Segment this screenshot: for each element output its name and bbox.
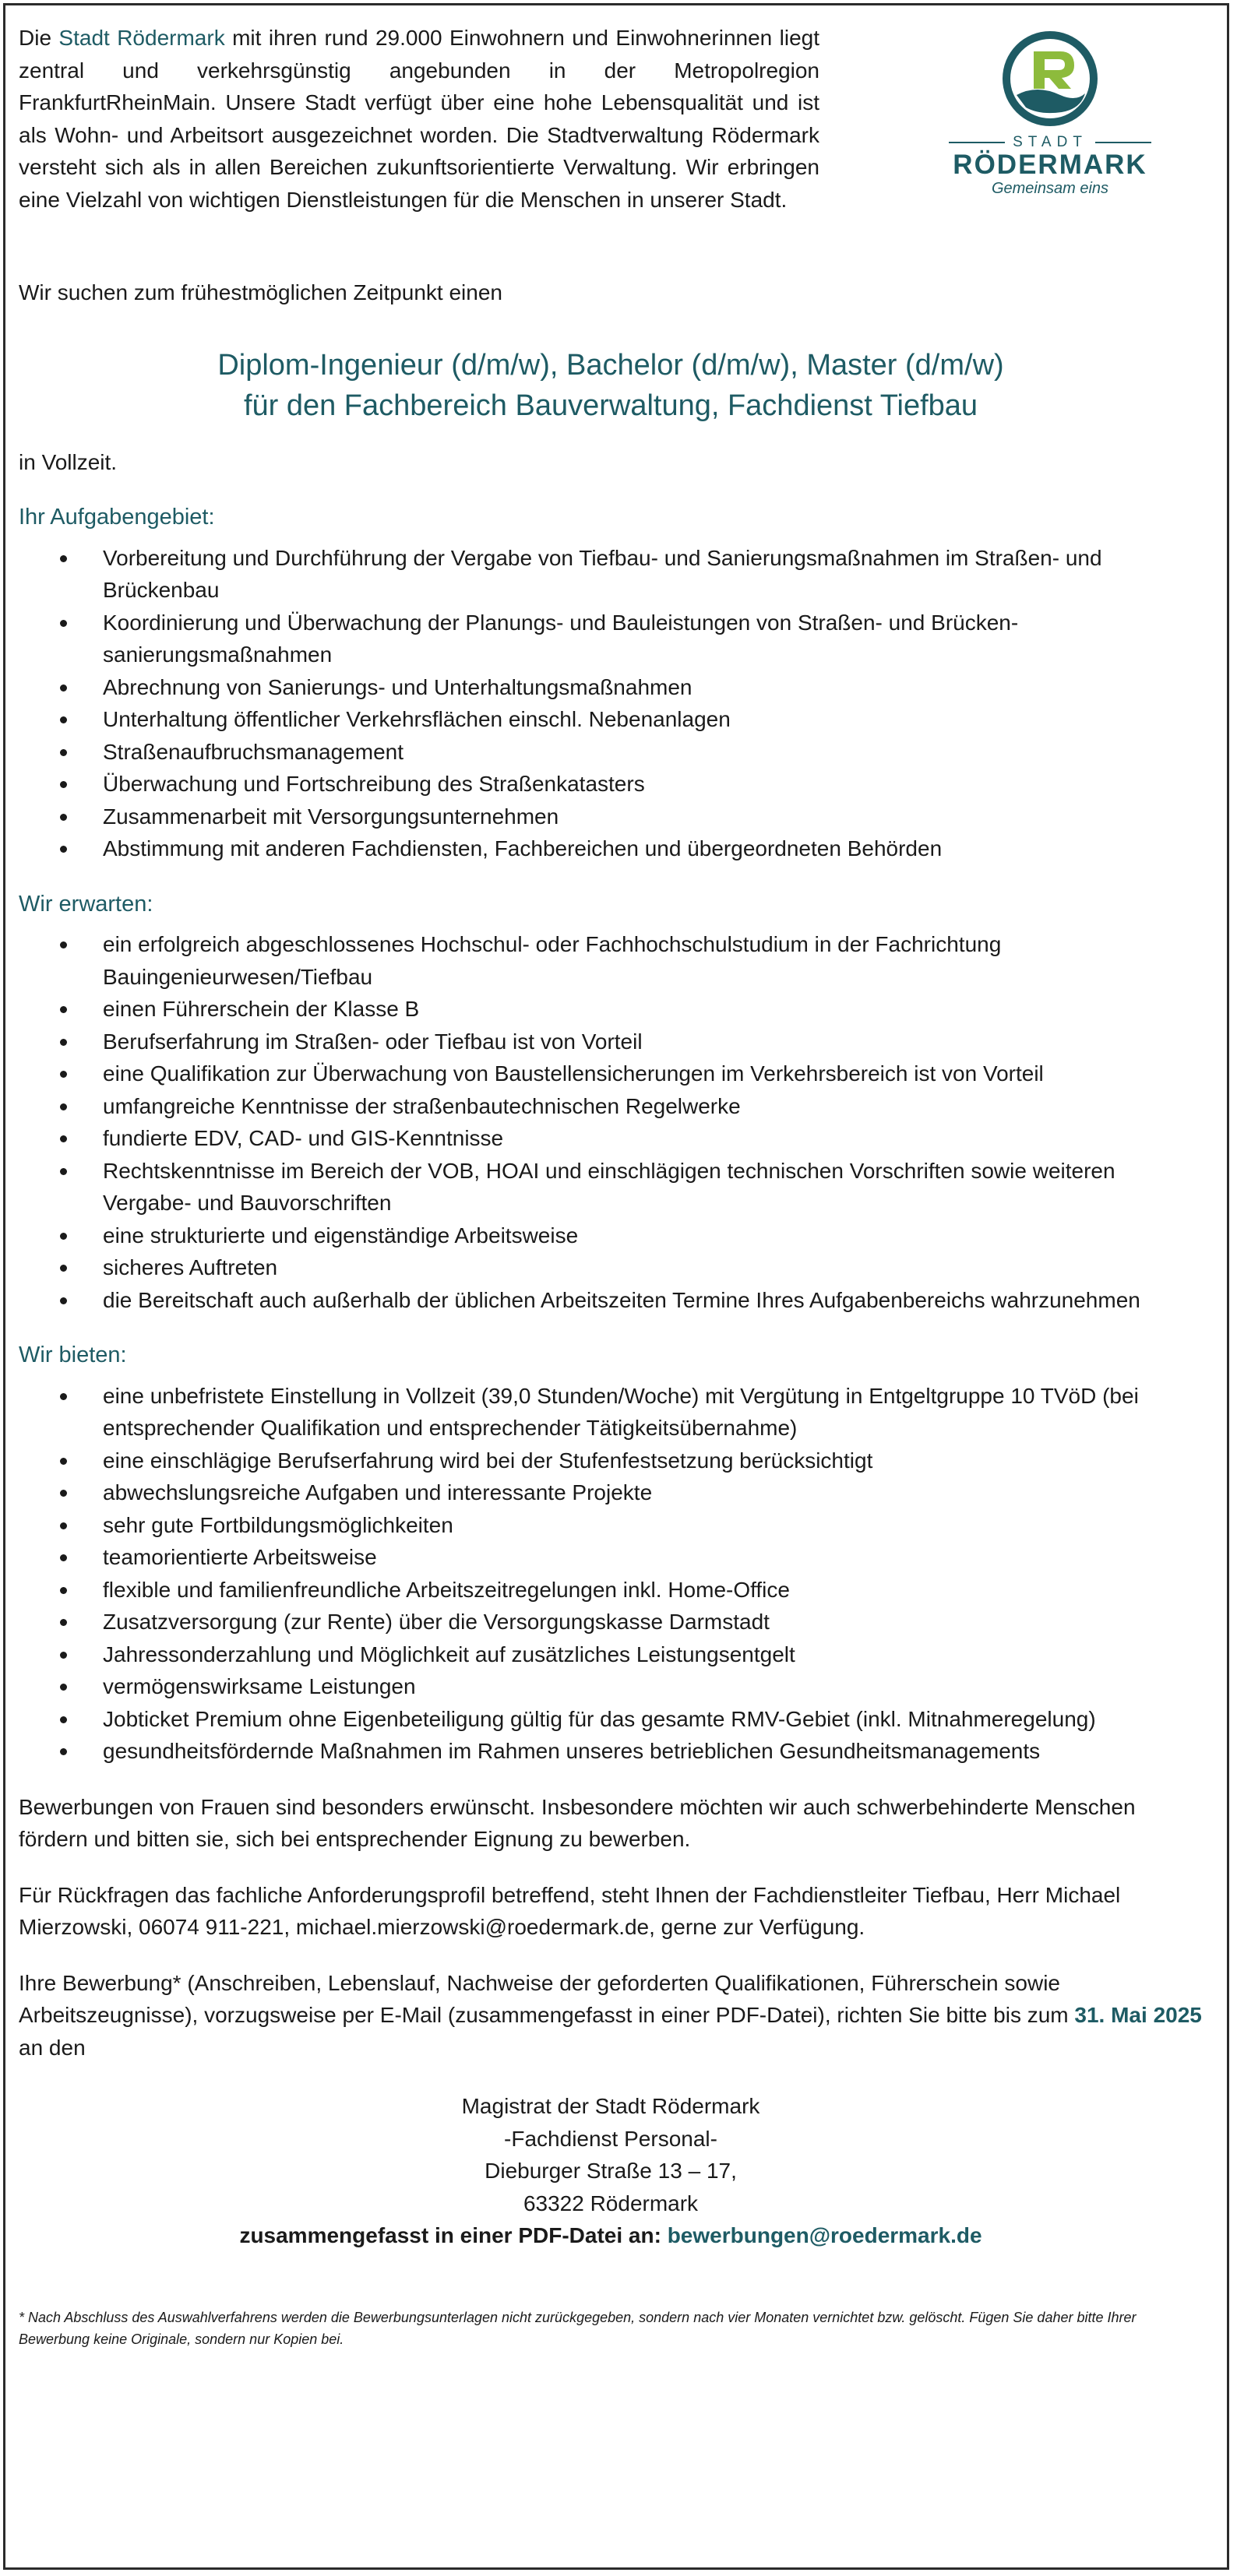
- list-item: Zusammenarbeit mit Versorgungsunternehmen: [19, 801, 1203, 833]
- application-email-link[interactable]: bewerbungen@roedermark.de: [667, 2223, 982, 2247]
- list-item: Abstimmung mit anderen Fachdiensten, Fachbereichen und übergeordneten Behörden: [19, 832, 1203, 865]
- list-item: eine unbefristete Einstellung in Vollzeit (39,0 Stunden/Woche) mit Vergütung in Entgeltgruppe 10 TVöD (bei entsprechender Qualifikation und entsprechender Tätigkeitsübernahme): [19, 1380, 1203, 1445]
- bullet-icon: [60, 1103, 67, 1110]
- list-item: teamorientierte Arbeitsweise: [19, 1541, 1203, 1574]
- job-title: [19, 345, 1203, 426]
- offer-heading: Wir bieten:: [19, 1343, 127, 1367]
- list-item: Rechtskenntnisse im Bereich der VOB, HOAI und einschlägigen technischen Vorschriften sowie weiteren Vergabe- und Bauvorschriften: [19, 1155, 1203, 1219]
- search-line: Wir suchen zum frühestmöglichen Zeitpunkt einen: [19, 280, 502, 304]
- bullet-icon: [60, 1652, 67, 1659]
- list-item: sehr gute Fortbildungsmöglichkeiten: [19, 1509, 1203, 1542]
- application-instructions: Ihre Bewerbung* (Anschreiben, Lebenslauf, Nachweise der geforderten Qualifikationen, Führerschein sowie Arbeitszeugnisse), vorzugsweise per E-Mail (zusammengefasst in einer PDF-Datei), richten Sie bitte bis zum 31. Mai 2025 an den: [19, 1970, 1202, 2060]
- bullet-icon: [60, 1265, 67, 1272]
- bullet-icon: [60, 814, 67, 821]
- list-item: Zusatzversorgung (zur Rente) über die Versorgungskasse Darmstadt: [19, 1606, 1203, 1638]
- list-item: flexible und familienfreundliche Arbeitszeitregelungen inkl. Home-Office: [19, 1574, 1203, 1606]
- bullet-icon: [60, 1587, 67, 1594]
- list-item: Unterhaltung öffentlicher Verkehrsflächen einschl. Nebenanlagen: [19, 703, 1203, 736]
- tasks-list: [19, 542, 1203, 865]
- list-item: ein erfolgreich abgeschlossenes Hochschul- oder Fachhochschulstudium in der Fachrichtung Bauingenieurwesen/Tiefbau: [19, 928, 1203, 993]
- list-item: fundierte EDV, CAD- und GIS-Kenntnisse: [19, 1122, 1203, 1155]
- bullet-icon: [60, 1233, 67, 1240]
- list-item: abwechslungsreiche Aufgaben und interessante Projekte: [19, 1476, 1203, 1509]
- bullet-icon: [60, 716, 67, 723]
- address-line1: Magistrat der Stadt Rödermark: [461, 2094, 760, 2118]
- list-item: Überwachung und Fortschreibung des Straßenkatasters: [19, 768, 1203, 801]
- list-item: sicheres Auftreten: [19, 1251, 1203, 1284]
- job-posting: [19, 22, 1203, 2350]
- address-line2: -Fachdienst Personal-: [504, 2126, 717, 2151]
- logo-stadt: STADT: [933, 134, 1167, 151]
- list-item: eine Qualifikation zur Überwachung von Baustellensicherungen im Verkehrsbereich ist von Vorteil: [19, 1057, 1203, 1090]
- list-item: Berufserfahrung im Straßen- oder Tiefbau ist von Vorteil: [19, 1026, 1203, 1058]
- intro-paragraph: Die Stadt Rödermark mit ihren rund 29.000 Einwohnern und Einwohnerinnen liegt zentral und verkehrsgünstig angebunden in der Metropolregion FrankfurtRheinMain. Unsere Stadt verfügt über eine hohe Lebensqualität und ist als Wohn- und Arbeitsort ausgezeichnet worden. Die Stadtverwaltung Rödermark versteht sich als in allen Bereichen zukunftsorientierte Verwaltung. Wir erbringen eine Vielzahl von wichtigen Dienstleistungen für die Menschen in unserer Stadt.: [19, 26, 819, 212]
- address-block: [19, 2090, 1203, 2252]
- list-item: vermögenswirksame Leistungen: [19, 1670, 1203, 1703]
- address-line4: 63322 Rödermark: [523, 2191, 699, 2215]
- bullet-icon: [60, 1297, 67, 1304]
- job-title-line2: für den Fachbereich Bauverwaltung, Fachdienst Tiefbau: [243, 389, 978, 422]
- list-item: gesundheitsfördernde Maßnahmen im Rahmen unseres betrieblichen Gesundheitsmanagements: [19, 1735, 1203, 1768]
- bullet-icon: [60, 1619, 67, 1626]
- list-item: die Bereitschaft auch außerhalb der üblichen Arbeitszeiten Termine Ihres Aufgabenbereichs wahrzunehmen: [19, 1284, 1203, 1317]
- list-item: einen Führerschein der Klasse B: [19, 993, 1203, 1026]
- bullet-icon: [60, 1039, 67, 1046]
- bullet-icon: [60, 620, 67, 627]
- bullet-icon: [60, 1393, 67, 1400]
- city-link: Stadt Rödermark: [58, 26, 225, 50]
- bullet-icon: [60, 1071, 67, 1078]
- bullet-icon: [60, 684, 67, 692]
- offer-list: [19, 1380, 1203, 1768]
- expect-heading: Wir erwarten:: [19, 891, 153, 917]
- list-item: eine einschlägige Berufserfahrung wird bei der Stufenfestsetzung berücksichtigt: [19, 1445, 1203, 1477]
- bullet-icon: [60, 1522, 67, 1529]
- application-email-line: zusammengefasst in einer PDF-Datei an: bewerbungen@roedermark.de: [239, 2223, 982, 2247]
- logo-name: RÖDERMARK: [953, 150, 1147, 180]
- bullet-icon: [60, 1684, 67, 1691]
- list-item: Vorbereitung und Durchführung der Vergabe von Tiefbau- und Sanierungsmaßnahmen im Straßen- und Brückenbau: [19, 542, 1203, 607]
- tasks-heading: Ihr Aufgabengebiet:: [19, 505, 215, 530]
- list-item: Koordinierung und Überwachung der Planungs- und Bauleistungen von Straßen- und Brücken-sanierungsmaßnahmen: [19, 607, 1203, 671]
- bullet-icon: [60, 781, 67, 788]
- bullet-icon: [60, 846, 67, 853]
- bullet-icon: [60, 1748, 67, 1755]
- list-item: umfangreiche Kenntnisse der straßenbautechnischen Regelwerke: [19, 1090, 1203, 1123]
- logo-tagline: Gemeinsam eins: [991, 180, 1109, 197]
- bullet-icon: [60, 749, 67, 756]
- list-item: Abrechnung von Sanierungs- und Unterhaltungsmaßnahmen: [19, 671, 1203, 704]
- footnote: * Nach Abschluss des Auswahlverfahrens werden die Bewerbungsunterlagen nicht zurückgegeben, sondern nach vier Monaten vernichtet bzw. gelöscht. Fügen Sie daher bitte Ihrer Bewerbung keine Originale, sondern nur Kopien bei.: [19, 2309, 1137, 2347]
- deadline: 31. Mai 2025: [1074, 2003, 1202, 2027]
- bullet-icon: [60, 1554, 67, 1561]
- diversity-statement: Bewerbungen von Frauen sind besonders erwünscht. Insbesondere möchten wir auch schwerbehinderte Menschen fördern und bitten sie, sich bei entsprechender Eignung zu bewerben.: [19, 1794, 1136, 1851]
- job-title-line1: Diplom-Ingenieur (d/m/w), Bachelor (d/m/w), Master (d/m/w): [217, 348, 1004, 382]
- bullet-icon: [60, 1458, 67, 1465]
- employment-type: in Vollzeit.: [19, 449, 118, 474]
- bullet-icon: [60, 1006, 67, 1013]
- address-line3: Dieburger Straße 13 – 17,: [485, 2159, 737, 2183]
- list-item: Jahressonderzahlung und Möglichkeit auf zusätzliches Leistungsentgelt: [19, 1638, 1203, 1671]
- list-item: eine strukturierte und eigenständige Arbeitsweise: [19, 1219, 1203, 1252]
- bullet-icon: [60, 1168, 67, 1175]
- expect-list: [19, 928, 1203, 1316]
- bullet-icon: [60, 555, 67, 562]
- bullet-icon: [60, 1716, 67, 1723]
- list-item: Straßenaufbruchsmanagement: [19, 736, 1203, 769]
- contact-info: Für Rückfragen das fachliche Anforderungsprofil betreffend, steht Ihnen der Fachdienstleiter Tiefbau, Herr Michael Mierzowski, 06074 911-221, michael.mierzowski@roedermark.de, gerne zur Verfügung.: [19, 1882, 1121, 1939]
- bullet-icon: [60, 1135, 67, 1142]
- bullet-icon: [60, 1490, 67, 1497]
- list-item: Jobticket Premium ohne Eigenbeteiligung gültig für das gesamte RMV-Gebiet (inkl. Mitnahmeregelung): [19, 1703, 1203, 1736]
- bullet-icon: [60, 941, 67, 948]
